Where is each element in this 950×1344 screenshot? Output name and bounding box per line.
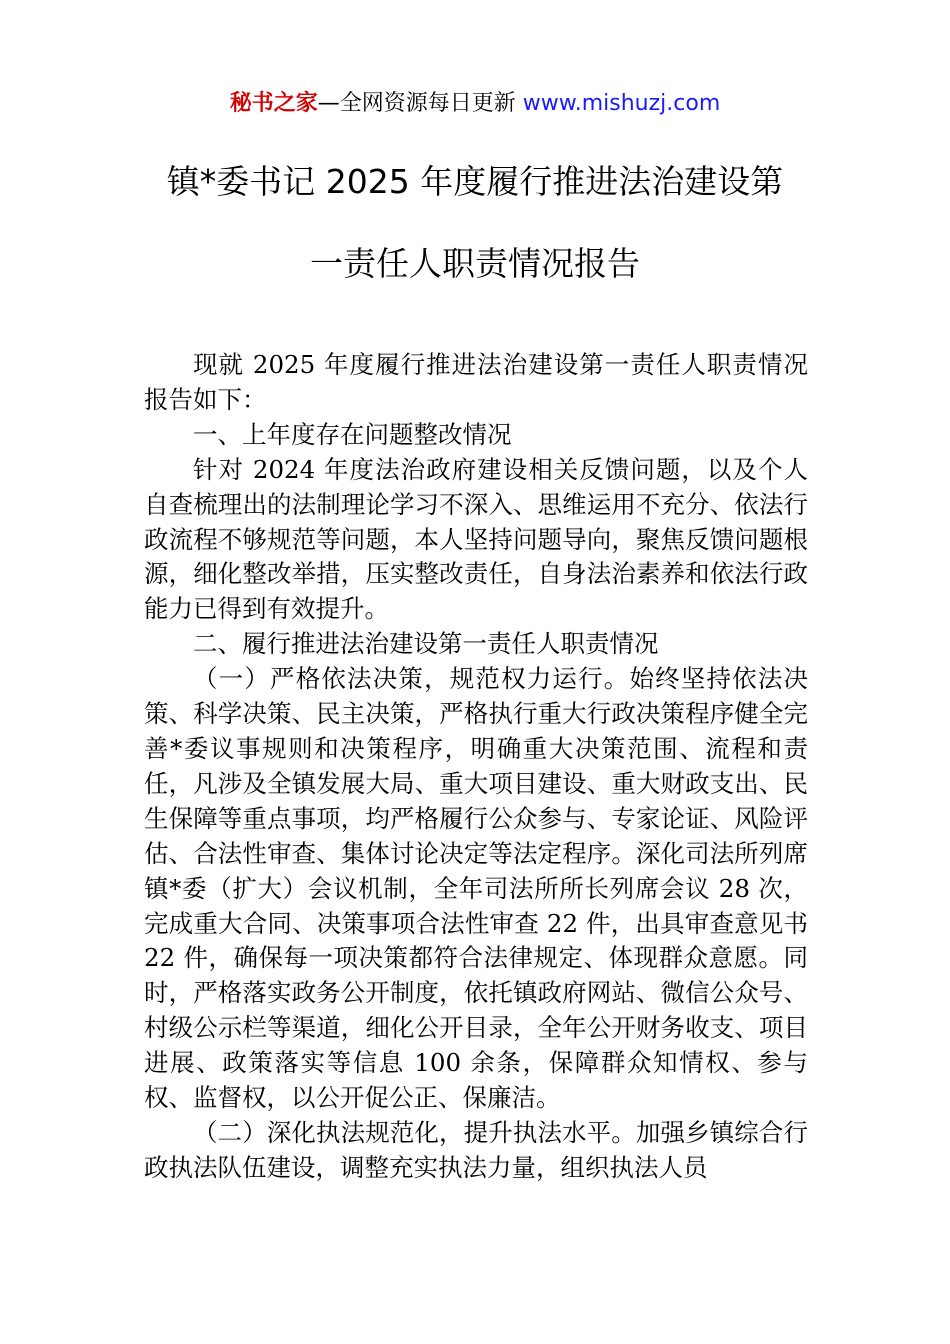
document-body <box>144 348 808 1186</box>
body-paragraph: （一）严格依法决策，规范权力运行。始终坚持依法决策、科学决策、民主决策，严格执行重大行政决策程序健全完善*委议事规则和决策程序，明确重大决策范围、流程和责任，凡涉及全镇发展大局、重大项目建设、重大财政支出、民生保障等重点事项，均严格履行公众参与、专家论证、风险评估、合法性审查、集体讨论决定等法定程序。深化司法所列席镇*委（扩大）会议机制，全年司法所所长列席会议 28 次，完成重大合同、决策事项合法性审查 22 件，出具审查意见书 22 件，确保每一项决策都符合法律规定、体现群众意愿。同时，严格落实政务公开制度，依托镇政府网站、微信公众号、村级公示栏等渠道，细化公开目录，全年公开财务收支、项目进展、政策落实等信息 100 余条，保障群众知情权、参与权、监督权，以公开促公正、保廉洁。 <box>144 664 808 1113</box>
section-heading-2: 二、履行推进法治建设第一责任人职责情况 <box>193 629 659 659</box>
title-line-1: 镇*委书记 2025 年度履行推进法治建设第 <box>166 162 784 201</box>
site-header <box>0 86 950 122</box>
site-brand: 秘书之家 <box>229 91 318 116</box>
body-paragraph: 针对 2024 年度法治政府建设相关反馈问题，以及个人自查梳理出的法制理论学习不深入、思维运用不充分、依法行政流程不够规范等问题，本人坚持问题导向，聚焦反馈问题根源，细化整改举措，压实整改责任，自身法治素养和依法行政能力已得到有效提升。 <box>144 454 808 624</box>
site-tagline: —全网资源每日更新 <box>317 91 523 116</box>
section-heading-1: 一、上年度存在问题整改情况 <box>193 419 512 449</box>
title-line-2: 一责任人职责情况报告 <box>310 244 640 283</box>
site-url-link[interactable]: www.mishuzj.com <box>522 91 721 116</box>
intro-paragraph: 现就 2025 年度履行推进法治建设第一责任人职责情况报告如下： <box>144 350 808 414</box>
body-paragraph: （二）深化执法规范化，提升执法水平。加强乡镇综合行政执法队伍建设，调整充实执法力量，组织执法人员 <box>144 1117 808 1182</box>
document-title <box>90 155 860 291</box>
